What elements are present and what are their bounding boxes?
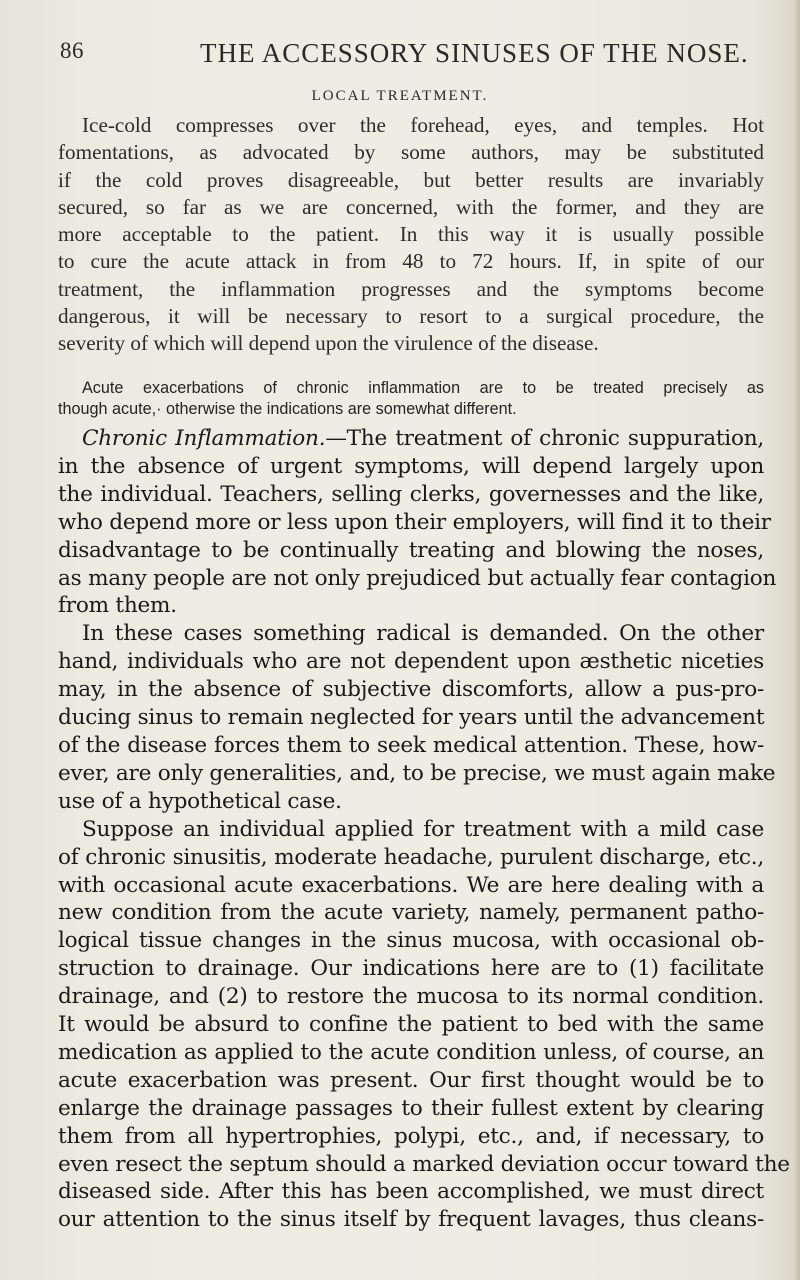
text-line: diseased side. After this has been accomplished, we must direct — [58, 1179, 764, 1205]
text-line: Suppose an individual applied for treatment with a mild case — [82, 816, 764, 842]
text-line-rest: —The treatment of chronic suppuration, — [325, 426, 764, 451]
text-line: ever, are only generalities, and, to be precise, we must again make — [58, 760, 776, 786]
text-line: Ice-cold compresses over the forehead, eyes, and temples. Hot — [82, 113, 764, 137]
text-line: struction to drainage. Our indications here are to (1) facilitate — [58, 956, 764, 982]
text-line: secured, so far as we are concerned, with the former, and they are — [58, 194, 764, 219]
paragraph-chronic-inflammation — [58, 425, 790, 1234]
text-line: treatment, the inflammation progresses and the symptoms become — [58, 276, 764, 301]
page-number: 86 — [60, 38, 84, 63]
text-line: drainage, and (2) to restore the mucosa to its normal condition. — [58, 984, 764, 1010]
running-head — [60, 38, 760, 78]
text-line: from them. — [58, 593, 177, 619]
text-line: In these cases something radical is demanded. On the other — [82, 621, 764, 647]
paragraph-acute-exacerbations — [58, 378, 764, 420]
text-line: Acute exacerbations of chronic inflammation are to be treated precisely as — [82, 379, 764, 397]
running-title: THE ACCESSORY SINUSES OF THE NOSE. — [200, 38, 749, 68]
page-edge-shadow — [794, 0, 800, 1280]
text-line: the individual. Teachers, selling clerks, governesses and the like, — [58, 481, 764, 507]
text-line: new condition from the acute variety, namely, permanent patho- — [58, 900, 764, 926]
text-line: dangerous, it will be necessary to resort to a surgical procedure, the — [58, 304, 764, 329]
text-line: who depend more or less upon their employers, will find it to their — [58, 509, 771, 535]
text-line: medication as applied to the acute condition unless, of course, an — [58, 1039, 764, 1065]
text-line: in the absence of urgent symptoms, will depend largely upon — [58, 453, 764, 479]
text-line: of the disease forces them to seek medical attention. These, how- — [58, 732, 764, 758]
text-line: severity of which will depend upon the virulence of the disease. — [58, 331, 599, 356]
text-line: logical tissue changes in the sinus mucosa, with occasional ob- — [58, 928, 764, 954]
text-line: acute exacerbation was present. Our first thought would be to — [58, 1067, 764, 1093]
text-line: use of a hypothetical case. — [58, 788, 342, 814]
text-line: of chronic sinusitis, moderate headache, purulent discharge, etc., — [58, 844, 764, 870]
text-line: enlarge the drainage passages to their fullest extent by clearing — [58, 1095, 764, 1121]
paragraph-local-treatment — [58, 112, 764, 358]
text-line: even resect the septum should a marked deviation occur toward the — [58, 1151, 790, 1177]
text-line: fomentations, as advocated by some authors, may be substituted — [58, 140, 764, 165]
section-heading: LOCAL TREATMENT. — [311, 88, 489, 104]
text-line: It would be absurd to confine the patient to bed with the same — [58, 1012, 764, 1038]
text-line: ducing sinus to remain neglected for years until the advancement — [58, 705, 765, 731]
text-line-first — [58, 425, 764, 453]
italic-lead: Chronic Inflammation. — [82, 426, 326, 451]
text-line: as many people are not only prejudiced but actually fear contagion — [58, 565, 777, 591]
text-line: hand, individuals who are not dependent upon æsthetic niceties — [58, 649, 764, 675]
text-line: to cure the acute attack in from 48 to 72 hours. If, in spite of our — [58, 249, 764, 274]
text-line: them from all hypertrophies, polypi, etc., and, if necessary, to — [58, 1123, 764, 1149]
text-line: disadvantage to be continually treating and blowing the noses, — [58, 537, 764, 563]
text-line: if the cold proves disagreeable, but better results are invariably — [58, 167, 764, 192]
text-line: may, in the absence of subjective discomforts, allow a pus-pro- — [58, 677, 764, 703]
text-line: more acceptable to the patient. In this way it is usually possible — [58, 222, 764, 247]
text-line: though acute,· otherwise the indications are somewhat different. — [58, 400, 517, 418]
text-line: with occasional acute exacerbations. We are here dealing with a — [58, 872, 764, 898]
text-line: our attention to the sinus itself by frequent lavages, thus cleans- — [58, 1207, 764, 1233]
